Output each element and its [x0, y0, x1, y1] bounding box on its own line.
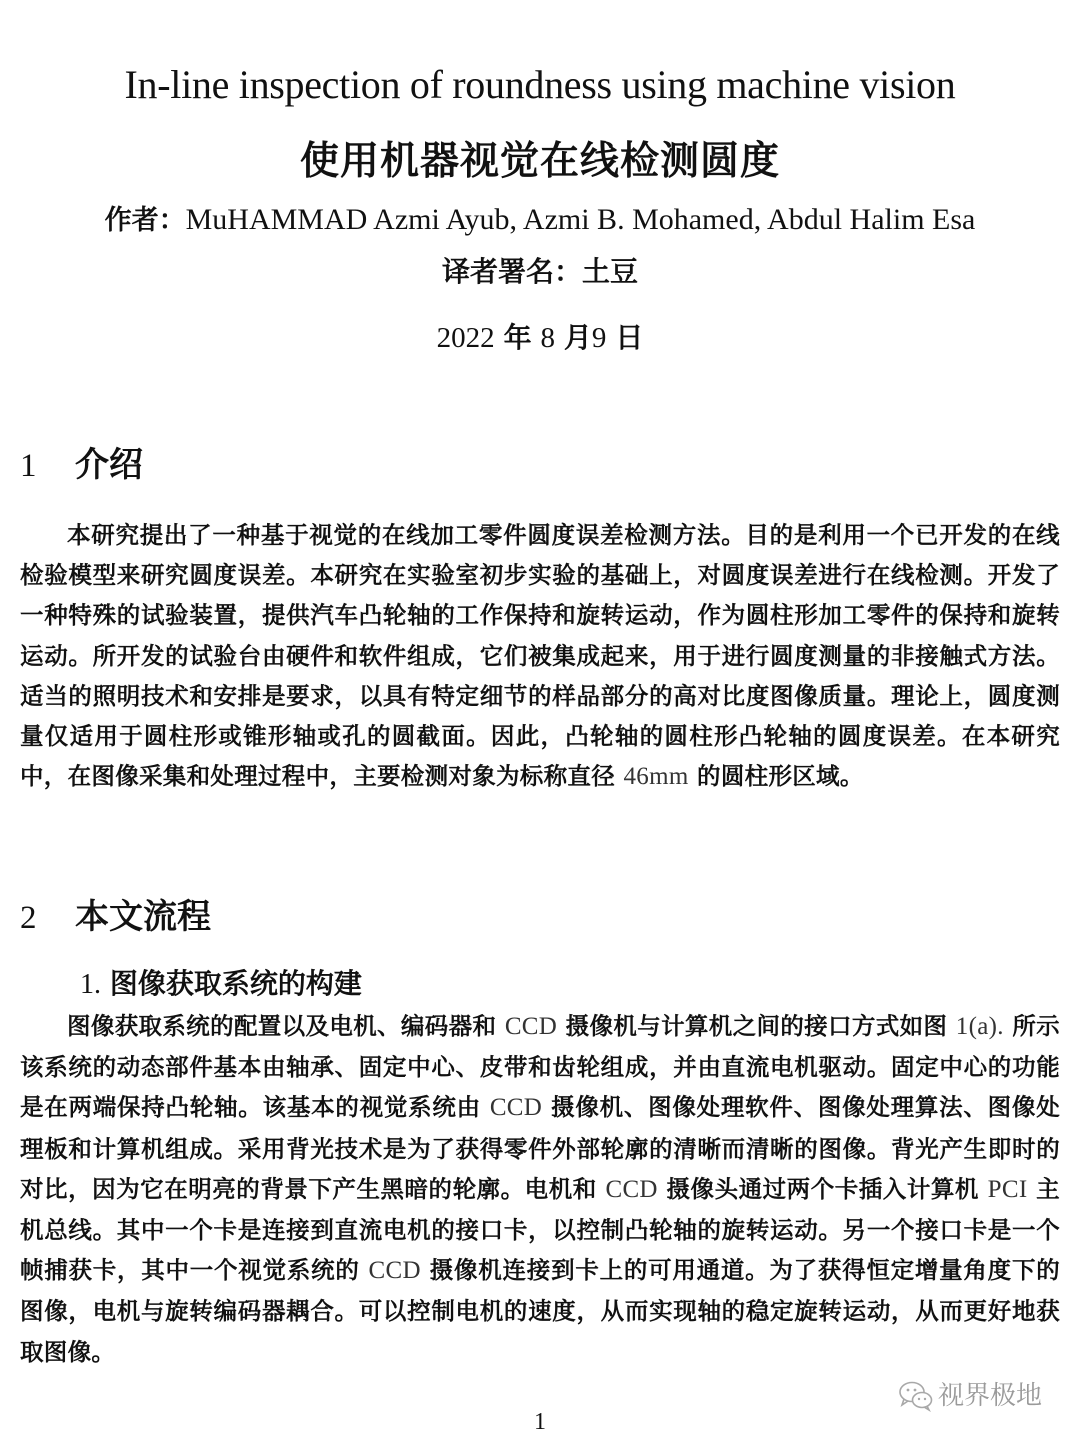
author-names: MuHAMMAD Azmi Ayub, Azmi B. Mohamed, Abdul Halim Esa — [185, 203, 976, 236]
pci-term: PCI — [987, 1175, 1028, 1203]
paragraph-text: 主机总线。其中一个卡是连接到直流电机的接口卡，以控制凸轮轴的旋转运动。另一个接口卡是一个帧捕获卡，其中一个视觉系统的 — [20, 1174, 1060, 1285]
date-month: 8 — [540, 322, 555, 354]
ccd-term: CCD — [605, 1175, 658, 1203]
section-number: 2 — [20, 900, 37, 936]
paragraph-text: 摄像机连接到卡上的可用通道。为了获得恒定增量角度下的图像，电机与旋转编码器耦合。可以控制电机的速度，从而实现轴的稳定旋转运动，从而更好地获取图像。 — [20, 1256, 1060, 1366]
paragraph-text: 图像获取系统的配置以及电机、编码器和 — [67, 1012, 505, 1040]
section-heading-1 — [20, 440, 143, 490]
watermark-text: 视界极地 — [938, 1381, 1043, 1411]
section-title: 介绍 — [75, 445, 143, 485]
translator-label: 译者署名： — [441, 255, 582, 288]
title-english: In-line inspection of roundness using machine vision — [124, 61, 956, 107]
authors-label: 作者： — [104, 205, 186, 236]
ccd-term: CCD — [368, 1257, 421, 1285]
section-title: 本文流程 — [75, 897, 211, 937]
paragraph-text: 本研究提出了一种基于视觉的在线加工零件圆度误差检测方法。目的是利用一个已开发的在线检验模型来研究圆度误差。本研究在实验室初步实验的基础上，对圆度误差进行在线检测。开发了一种特殊的试验装置，提供汽车凸轮轴的工作保持和旋转运动，作为圆柱形加工零件的保持和旋转运动。所开发的试验台由硬件和软件组成，它们被集成起来，用于进行圆度测量的非接触式方法。适当的照明技术和安排是要求，以具有特定细节的样品部分的高对比度图像质量。理论上，圆度测量仅适用于圆柱形或锥形轴或孔的圆截面。因此，凸轮轴的圆柱形凸轮轴的圆度误差。在本研究中，在图像采集和处理过程中，主要检测对象为标称直径 — [20, 521, 1060, 791]
figure-reference[interactable]: 1(a). — [955, 1013, 1004, 1040]
title-chinese: 使用机器视觉在线检测圆度 — [299, 139, 780, 185]
paragraph-text: 所示该系统的动态部件基本由轴承、固定中心、皮带和齿轮组成，并由直流电机驱动。固定中心的功能是在两端保持凸轮轴。该基本的视觉系统由 — [20, 1012, 1060, 1122]
section-number: 1 — [20, 448, 37, 484]
translator-name: 土豆 — [582, 255, 639, 288]
date-day: 9 — [591, 322, 607, 354]
section-heading-2 — [20, 892, 211, 942]
subsection-1-paragraph — [20, 1006, 1060, 1372]
paragraph-text: 摄像头通过两个卡插入计算机 — [657, 1174, 988, 1203]
date-line — [0, 318, 1080, 358]
measurement-value: 46mm — [623, 763, 689, 791]
ccd-term: CCD — [504, 1013, 558, 1040]
paragraph-text: 摄像机与计算机之间的接口方式如图 — [557, 1012, 956, 1040]
section-1-paragraph — [20, 515, 1060, 797]
subsection-heading — [80, 962, 362, 1006]
author-line — [0, 200, 1080, 241]
date-year: 2022 — [436, 322, 495, 354]
paragraph-text: 摄像机、图像处理软件、图像处理算法、图像处理板和计算机组成。采用背光技术是为了获得零件外部轮廓的清晰而清晰的图像。背光产生即时的对比，因为它在明亮的背景下产生黑暗的轮廓。电机和 — [20, 1093, 1060, 1203]
date-year-unit: 年 — [503, 321, 532, 354]
subsection-title: 图像获取系统的构建 — [109, 967, 362, 1000]
date-day-unit: 日 — [615, 321, 644, 354]
translator-line — [0, 252, 1080, 292]
paragraph-text: 的圆柱形区域。 — [688, 762, 864, 791]
date-month-unit: 月 — [563, 321, 592, 354]
page-number: 1 — [534, 1409, 546, 1435]
subsection-number: 1. — [80, 969, 101, 1000]
ccd-term: CCD — [489, 1094, 543, 1122]
